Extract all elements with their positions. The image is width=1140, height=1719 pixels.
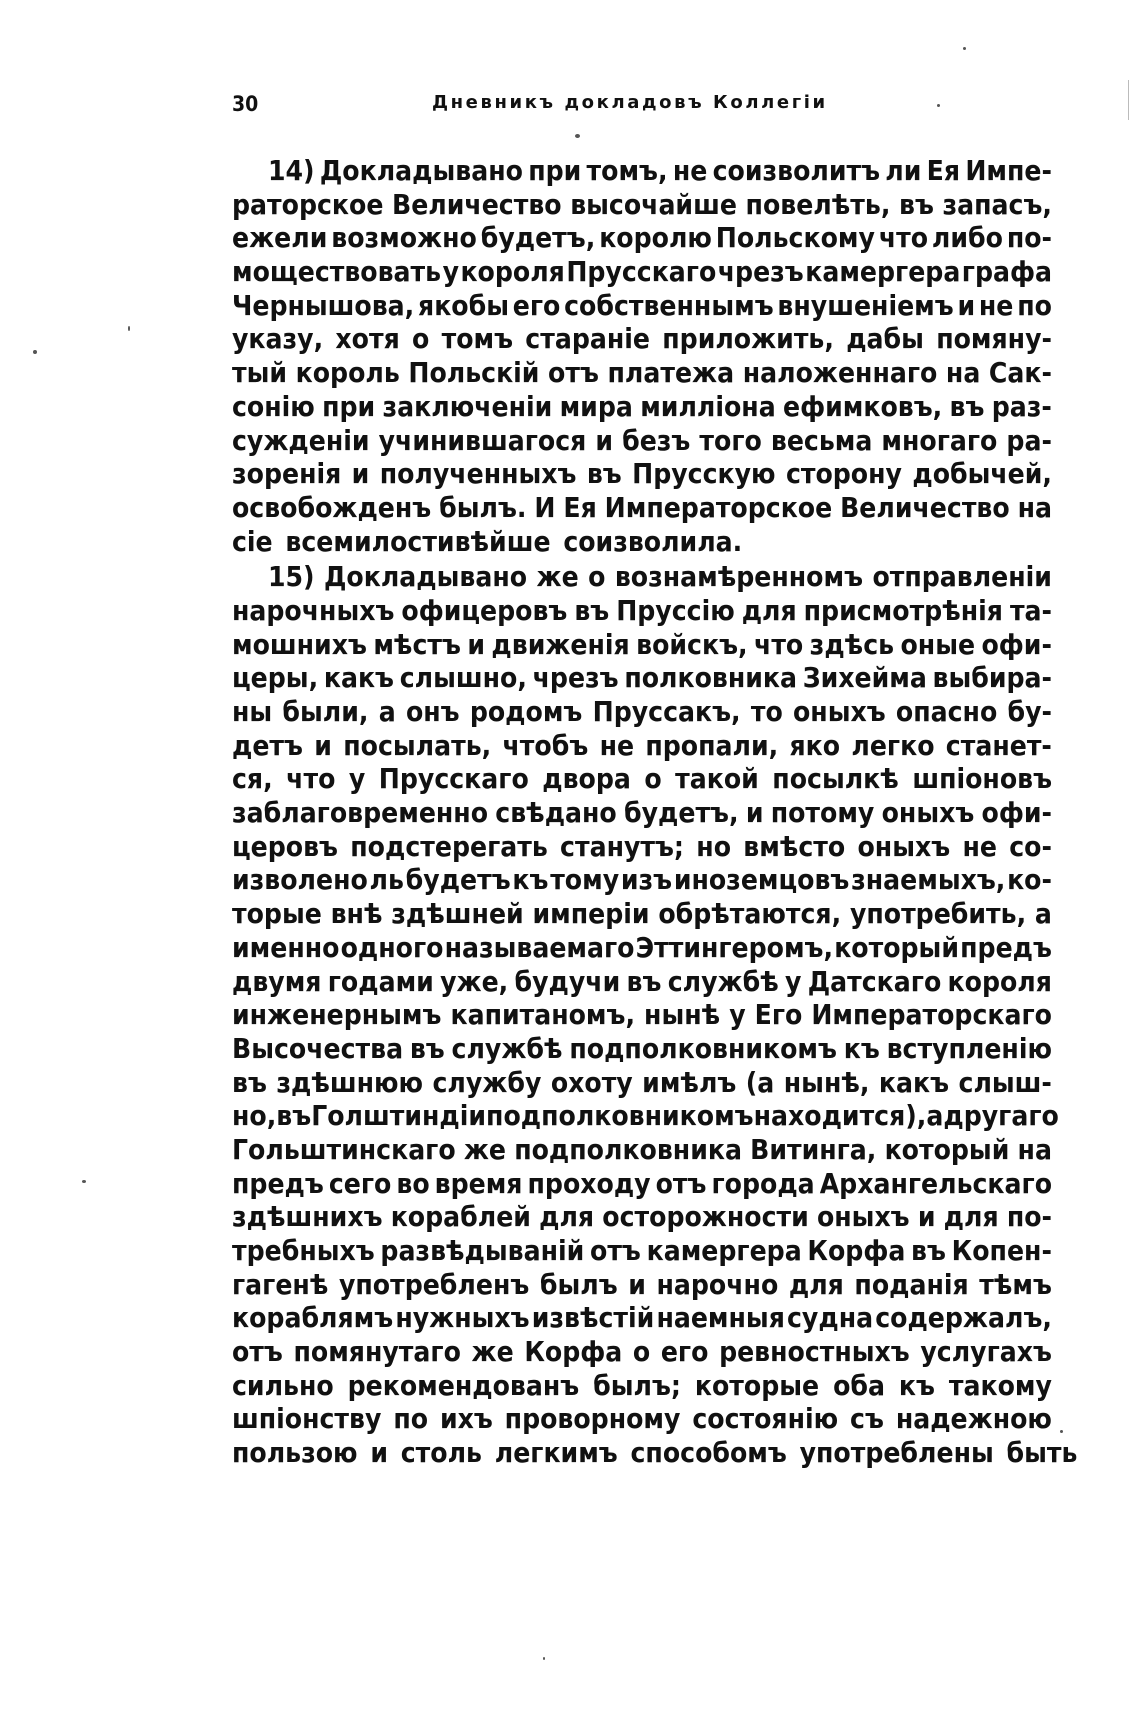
text-line: двумя годами уже, будучи въ службѣ у Датскаго короля: [232, 964, 1052, 998]
text-line: именно одного называемаго Эттингеромъ, который предъ: [232, 930, 1052, 964]
text-line: ся, что у Прусскаго двора о такой посылкѣ шпіоновъ: [232, 762, 1052, 796]
text-line: Гольштинскаго же подполковника Витинга, который на: [232, 1132, 1052, 1166]
text-line: церовъ подстерегать станутъ; но вмѣсто оныхъ не со-: [232, 829, 1052, 863]
text-line: кораблямъ нужныхъ извѣстій наемныя судна содержалъ,: [232, 1301, 1052, 1335]
text-line: инженернымъ капитаномъ, нынѣ у Его Императорскаго: [232, 998, 1052, 1032]
text-line: Чернышова, якобы его собственнымъ внушеніемъ и не по: [232, 288, 1052, 322]
text-line: но, въ Голштиндіи подполковникомъ находится), а другаго: [232, 1099, 1059, 1133]
text-line: сильно рекомендованъ былъ; которые оба къ такому: [232, 1368, 1052, 1402]
text-line: 14) Докладывано при томъ, не соизволитъ ли Ея Импе-: [268, 154, 1052, 187]
scan-speck: [963, 47, 966, 50]
scan-speck: [543, 1657, 545, 1660]
text-line: сіе всемилостивѣйше соизволила.: [232, 524, 743, 558]
text-line: мошнихъ мѣстъ и движенія войскъ, что здѣсь оные офи-: [232, 627, 1052, 661]
text-line: ежели возможно будетъ, королю Польскому что либо по-: [232, 221, 1052, 255]
text-line: изволено ль будетъ къ тому изъ иноземцовъ знаемыхъ, ко-: [232, 863, 1052, 897]
text-line: моществовать у короля Прусскаго чрезъ камергера графа: [232, 255, 1052, 289]
text-line: освобожденъ былъ. И Ея Императорское Величество на: [232, 490, 1052, 524]
scan-speck: [82, 1180, 86, 1183]
text-line: Высочества въ службѣ подполковникомъ къ вступленію: [232, 1031, 1052, 1065]
text-line: тый король Польскій отъ платежа наложеннаго на Сак-: [232, 356, 1052, 390]
text-line: сонію при заключеніи мира милліона ефимковъ, въ раз-: [232, 389, 1052, 423]
body-text: [232, 154, 1078, 1470]
paragraph-14: [232, 154, 1052, 558]
scan-speck: [128, 326, 130, 331]
text-line: детъ и посылать, чтобъ не пропали, яко легко станет-: [232, 728, 1052, 762]
scan-speck: [1060, 1430, 1063, 1433]
text-line: торые внѣ здѣшней имперіи обрѣтаются, употребить, а: [232, 897, 1052, 931]
text-line: указу, хотя о томъ стараніе приложить, дабы помяну-: [232, 322, 1052, 356]
page-number: 30: [232, 92, 259, 116]
scan-speck: [575, 134, 580, 138]
text-line: требныхъ развѣдываній отъ камергера Корфа въ Копен-: [232, 1234, 1052, 1267]
text-line: сужденіи учинившагося и безъ того весьма многаго ра-: [232, 423, 1052, 457]
text-line: шпіонству по ихъ проворному состоянію съ надежною: [232, 1402, 1052, 1436]
text-line: раторское Величество высочайше повелѣть, въ запасъ,: [232, 187, 1052, 221]
text-line: предъ сего во время проходу отъ города Архангельскаго: [232, 1166, 1052, 1200]
scan-speck: [937, 104, 940, 107]
text-line: отъ помянутаго же Корфа о его ревностныхъ услугахъ: [232, 1335, 1052, 1369]
text-line: гагенѣ употребленъ былъ и нарочно для поданія тѣмъ: [232, 1267, 1052, 1301]
scan-speck: [33, 350, 37, 354]
text-line: ны были, а онъ родомъ Пруссакъ, то оныхъ опасно бу-: [232, 695, 1052, 728]
text-line: 15) Докладывано же о вознамѣренномъ отправленіи: [268, 560, 1052, 594]
scan-edge-mark: [1128, 80, 1129, 120]
running-title: Дневникъ докладовъ Коллегіи: [432, 92, 828, 113]
paragraph-15: [232, 560, 1078, 1470]
page-header: [232, 92, 882, 126]
text-line: нарочныхъ офицеровъ въ Пруссію для присмотрѣнія та-: [232, 593, 1052, 627]
text-line: въ здѣшнюю службу охоту имѣлъ (а нынѣ, какъ слыш-: [232, 1065, 1052, 1099]
text-line: зоренія и полученныхъ въ Прусскую сторону добычей,: [232, 457, 1052, 491]
text-line: здѣшнихъ кораблей для осторожности оныхъ и для по-: [232, 1200, 1052, 1234]
text-line: церы, какъ слышно, чрезъ полковника Зихейма выбира-: [232, 661, 1052, 695]
text-line: заблаговременно свѣдано будетъ, и потому оныхъ офи-: [232, 796, 1052, 830]
text-line: пользою и столь легкимъ способомъ употреблены быть: [232, 1436, 1078, 1470]
